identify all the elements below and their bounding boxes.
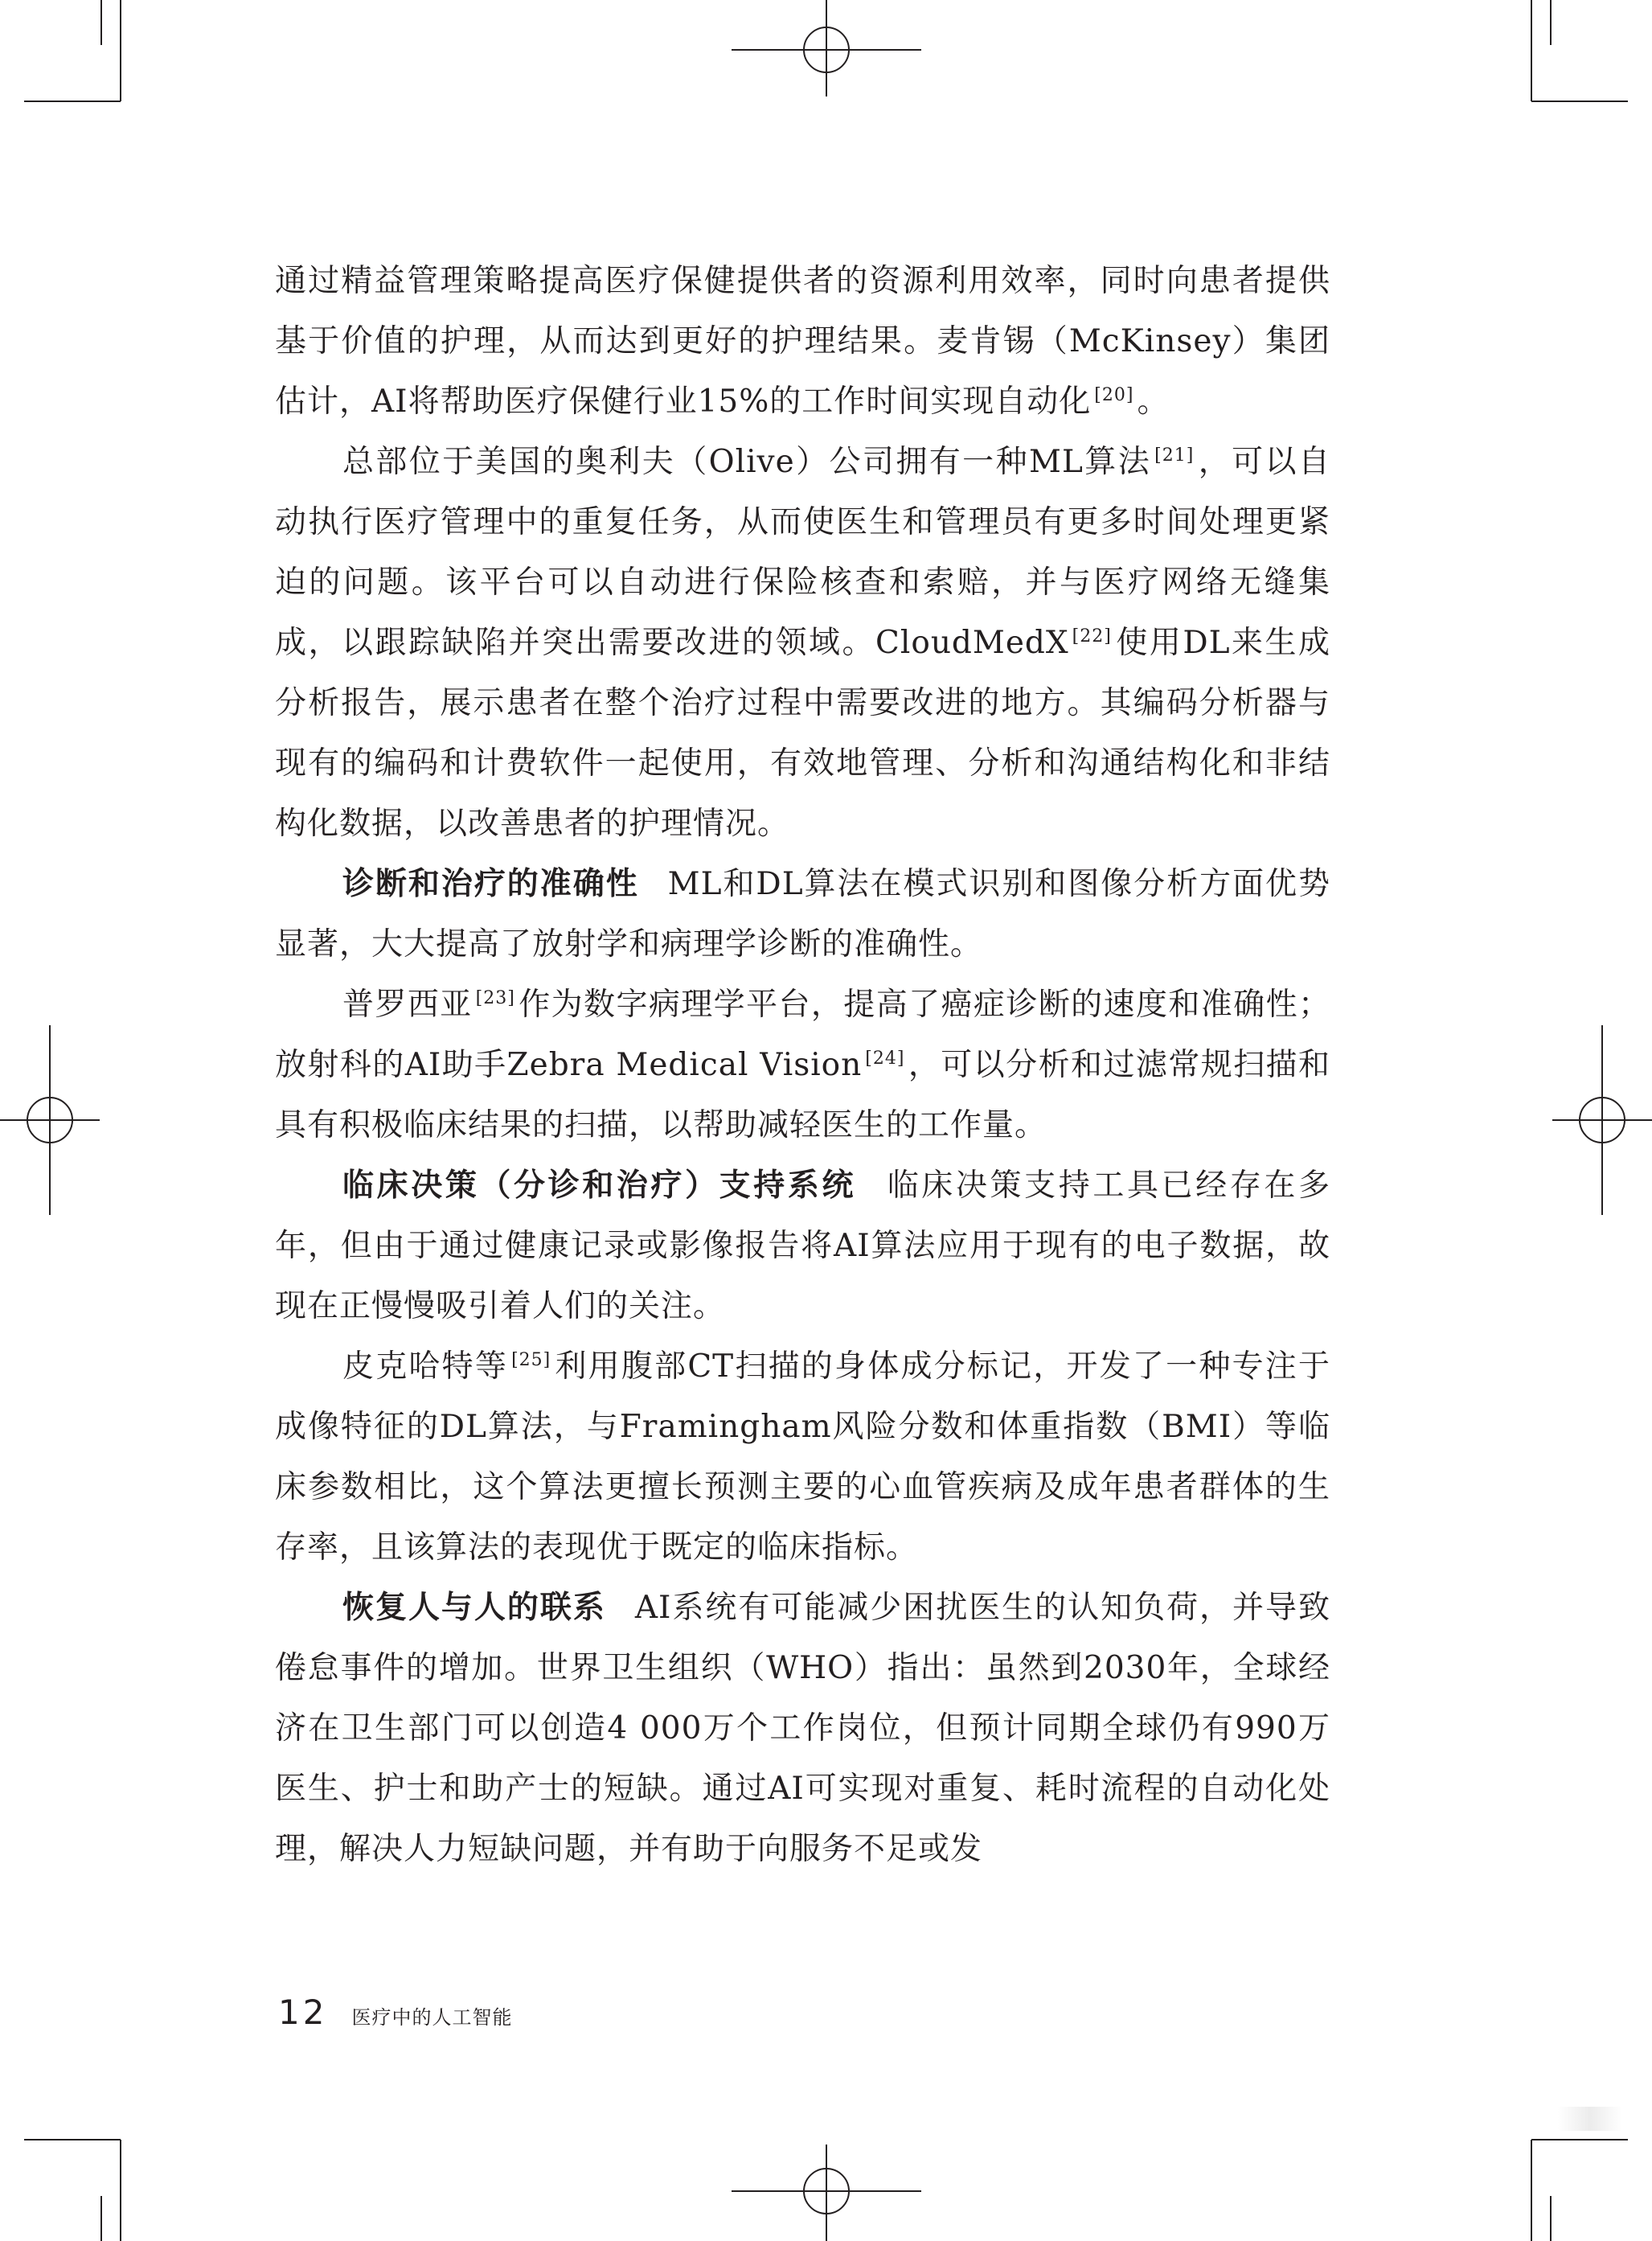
paragraph-text: AI系统有可能减少困扰医生的认知负荷，并导致倦怠事件的增加。世界卫生组织（WHO）指出：虽然到2030年，全球经济在卫生部门可以创造4 000万个工作岗位，但预计同期全球仍有990万医生、护士和助产士的短缺。通过AI可实现对重复、耗时流程的自动化处理，解决人力短缺问题，并有助于向服务不足或发 bbox=[275, 1590, 1330, 1867]
paragraph-text: 皮克哈特等 bbox=[342, 1348, 509, 1385]
paragraph-continuation bbox=[275, 251, 1330, 432]
citation: [23] bbox=[475, 988, 515, 1008]
paragraph-text: 作为数字病理学平台，提高了癌症诊断的速度和准确性；放射科的AI助手Zebra Medical Vision bbox=[275, 987, 1330, 1083]
paragraph-text: 总部位于美国的奥利夫（Olive）公司拥有一种ML算法 bbox=[342, 444, 1152, 480]
citation: [22] bbox=[1072, 626, 1112, 646]
registration-mark-top bbox=[732, 0, 921, 96]
paragraph-text: ，可以分析和过滤常规扫描和具有积极临床结果的扫描，以帮助减轻医生的工作量。 bbox=[275, 1047, 1330, 1143]
paragraph-text: 使用DL来生成分析报告，展示患者在整个治疗过程中需要改进的地方。其编码分析器与现有的编码和计费软件一起使用，有效地管理、分析和沟通结构化和非结构化数据，以改善患者的护理情况。 bbox=[275, 625, 1331, 842]
section-heading: 恢复人与人的联系 bbox=[342, 1589, 606, 1626]
registration-mark-left bbox=[0, 1025, 100, 1215]
paragraph-proscia bbox=[275, 975, 1330, 1155]
paragraph-clinical-decision bbox=[275, 1155, 1330, 1336]
registration-mark-bottom bbox=[732, 2145, 921, 2241]
paragraph-text: 通过精益管理策略提高医疗保健提供者的资源利用效率，同时向患者提供基于价值的护理，从而达到更好的护理结果。麦肯锡（McKinsey）集团估计，AI将帮助医疗保健行业15%的工作时间实现自动化 bbox=[275, 263, 1330, 420]
paragraph-diagnosis-accuracy bbox=[275, 854, 1330, 975]
paragraph-text: 利用腹部CT扫描的身体成分标记，开发了一种专注于成像特征的DL算法，与Framingham风险分数和体重指数（BMI）等临床参数相比，这个算法更擅长预测主要的心血管疾病及成年患者群体的生存率，且该算法的表现优于既定的临床指标。 bbox=[275, 1348, 1330, 1566]
paragraph-text: ，可以自动执行医疗管理中的重复任务，从而使医生和管理员有更多时间处理更紧迫的问题。该平台可以自动进行保险核查和索赔，并与医疗网络无缝集成，以跟踪缺陷并突出需要改进的领域。CloudMedX bbox=[275, 444, 1330, 661]
edge-smudge bbox=[1558, 2107, 1622, 2131]
paragraph-olive bbox=[275, 432, 1330, 854]
registration-mark-right bbox=[1552, 1025, 1652, 1215]
page-number: 12 bbox=[278, 1993, 328, 2032]
page-footer bbox=[278, 1993, 512, 2032]
paragraph-text: ML和DL算法在模式识别和图像分析方面优势显著，大大提高了放射学和病理学诊断的准确性。 bbox=[275, 866, 1330, 962]
section-heading: 诊断和治疗的准确性 bbox=[342, 865, 639, 902]
citation: [24] bbox=[865, 1049, 905, 1069]
paragraph-text: 临床决策支持工具已经存在多年，但由于通过健康记录或影像报告将AI算法应用于现有的电子数据，故现在正慢慢吸引着人们的关注。 bbox=[275, 1168, 1330, 1324]
citation: [21] bbox=[1154, 445, 1195, 466]
running-title: 医疗中的人工智能 bbox=[351, 2006, 513, 2029]
citation: [20] bbox=[1094, 385, 1134, 405]
document-body bbox=[275, 251, 1330, 1879]
paragraph-pickhardt bbox=[275, 1336, 1330, 1578]
citation: [25] bbox=[511, 1350, 551, 1370]
paragraph-text: 普罗西亚 bbox=[342, 987, 473, 1023]
paragraph-human-connection bbox=[275, 1578, 1330, 1879]
section-heading: 临床决策（分诊和治疗）支持系统 bbox=[342, 1167, 857, 1204]
paragraph-text: 。 bbox=[1137, 384, 1170, 420]
